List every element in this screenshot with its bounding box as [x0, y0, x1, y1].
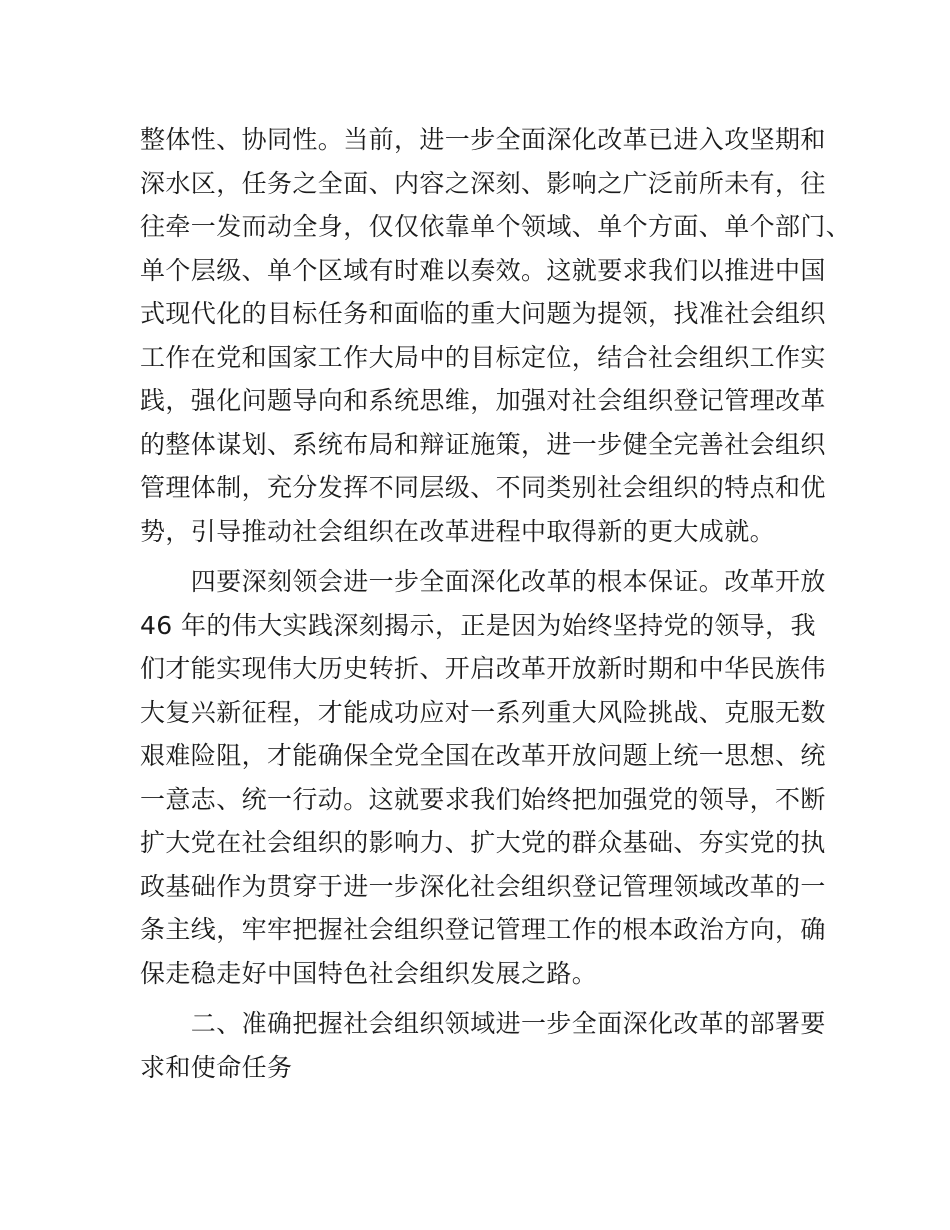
text-line: 四要深刻领会进一步全面深化改革的根本保证。改革开放	[140, 567, 826, 596]
text-line: 深水区，任务之全面、内容之深刻、影响之广泛前所未有，往	[140, 168, 826, 198]
text-line: 艰难险阻，才能确保全党全国在改革开放问题上统一思想、统	[140, 741, 826, 770]
text-line: 势，引导推动社会组织在改革进程中取得新的更大成就。	[140, 516, 776, 546]
text-line: 整体性、协同性。当前，进一步全面深化改革已进入攻坚期和	[140, 125, 826, 154]
text-line: 管理体制，充分发挥不同层级、不同类别社会组织的特点和优	[140, 473, 826, 502]
paragraph-spacer	[140, 995, 830, 1002]
text-line: 们才能实现伟大历史转折、开启改革开放新时期和中华民族伟	[140, 654, 826, 683]
paragraph-1	[140, 118, 852, 553]
text-line: 践，强化问题导向和系统思维，加强对社会组织登记管理改革	[140, 386, 826, 415]
text-line: 往牵一发而动全身，仅仅依靠单个领域、单个方面、单个部门、	[140, 212, 852, 241]
text-line: 的整体谋划、系统布局和辩证施策，进一步健全完善社会组织	[140, 429, 826, 459]
section-heading	[140, 1002, 830, 1089]
text-line: 式现代化的目标任务和面临的重大问题为提领，找准社会组织	[140, 299, 826, 328]
heading-line: 求和使命任务	[140, 1052, 293, 1082]
text-line: 扩大党在社会组织的影响力、扩大党的群众基础、夯实党的执	[140, 828, 826, 857]
text-line: 一意志、统一行动。这就要求我们始终把加强党的领导，不断	[140, 784, 826, 814]
text-line: 工作在党和国家工作大局中的目标定位，结合社会组织工作实	[140, 342, 826, 372]
text-line: 46 年的伟大实践深刻揭示，正是因为始终坚持党的领导，我	[140, 610, 816, 640]
text-line: 大复兴新征程，才能成功应对一系列重大风险挑战、克服无数	[140, 697, 826, 727]
text-line: 条主线，牢牢把握社会组织登记管理工作的根本政治方向，确	[140, 915, 826, 944]
paragraph-2	[140, 560, 830, 995]
text-line: 单个层级、单个区域有时难以奏效。这就要求我们以推进中国	[140, 255, 826, 285]
paragraph-spacer	[140, 553, 830, 560]
text-line: 保走稳走好中国特色社会组织发展之路。	[140, 958, 598, 988]
document-body	[140, 118, 852, 1089]
heading-line: 二、准确把握社会组织领域进一步全面深化改革的部署要	[140, 1009, 826, 1038]
text-line: 政基础作为贯穿于进一步深化社会组织登记管理领域改革的一	[140, 871, 826, 901]
